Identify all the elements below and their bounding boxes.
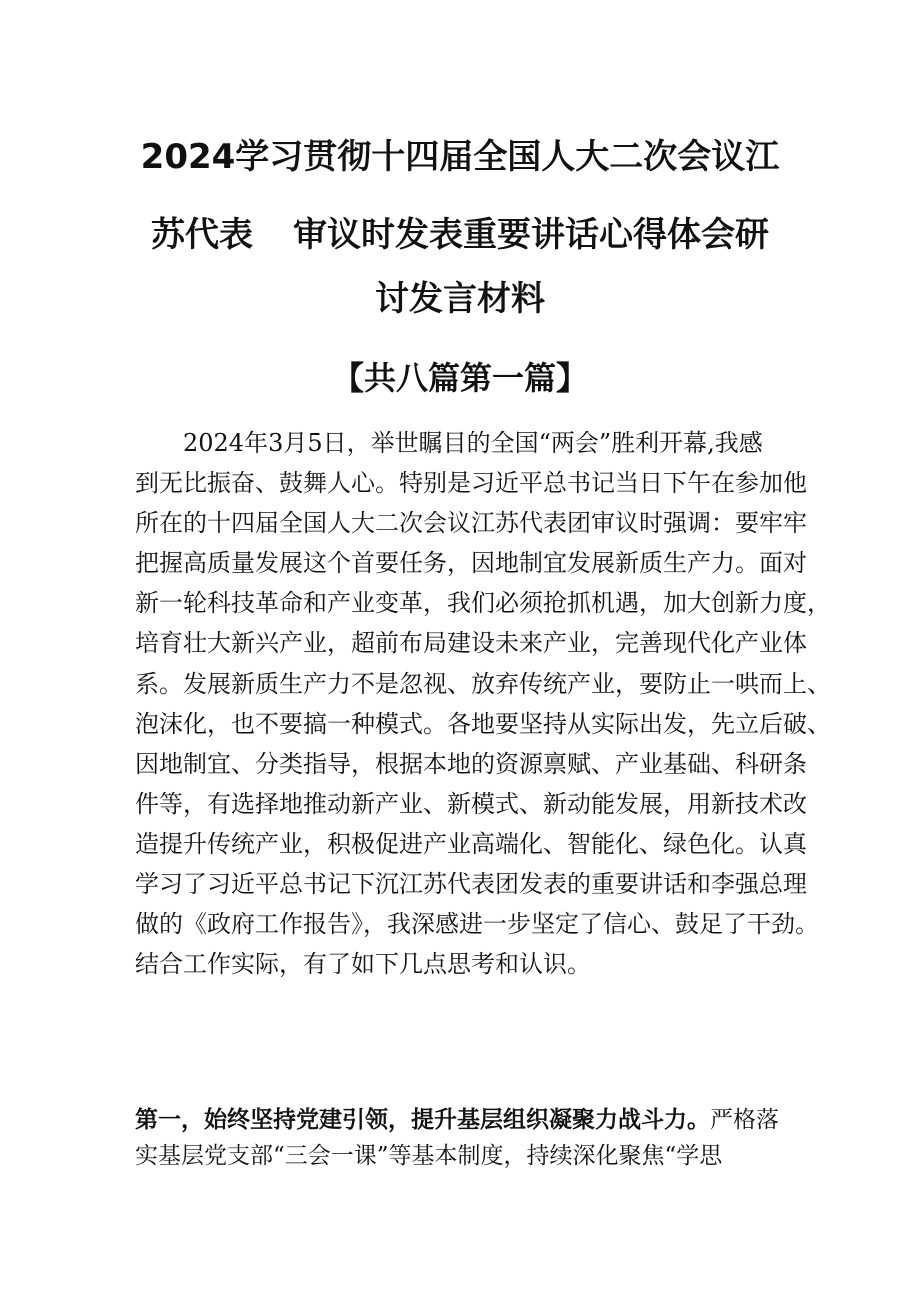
paragraph-line: 培育壮大新兴产业，超前布局建设未来产业，完善现代化产业体 [135,629,807,658]
paragraph-line: 学习了习近平总书记下沉江苏代表团发表的重要讲话和李强总理 [135,870,807,899]
paragraph-line: 所在的十四届全国人大二次会议江苏代表团审议时强调：要牢牢 [135,509,807,538]
paragraph-line: 造提升传统产业，积极促进产业高端化、智能化、绿色化。认真 [135,829,807,858]
paragraph-2-text: 严格落 [710,1107,779,1133]
paragraph-line: 新一轮科技革命和产业变革，我们必须抢抓机遇，加大创新力度， [135,589,831,618]
paragraph-line: 泡沫化，也不要搞一种模式。各地要坚持从实际出发，先立后破、 [135,709,831,738]
paragraph-line: 做的《政府工作报告》，我深感进一步坚定了信心、鼓足了干劲。 [135,910,819,939]
paragraph-2-line-1 [135,1102,815,1138]
paragraph-line: 把握高质量发展这个首要任务，因地制宜发展新质生产力。面对 [135,549,807,578]
section-heading: 第一，始终坚持党建引领，提升基层组织凝聚力战斗力。 [135,1106,710,1133]
paragraph-line: 件等，有选择地推动新产业、新模式、新动能发展，用新技术改 [135,789,807,818]
paragraph-line: 因地制宜、分类指导，根据本地的资源禀赋、产业基础、科研条 [135,749,807,778]
paragraph-line: 2024年3月5日，举世瞩目的全国“两会”胜利开幕,我感 [183,429,763,457]
subtitle: 【共八篇第一篇】 [331,359,588,397]
title-line-3: 讨发言材料 [375,279,545,319]
paragraph-2 [135,1102,815,1174]
title-line-1: 2024学习贯彻十四届全国人大二次会议江 [140,137,780,177]
paragraph-line: 到无比振奋、鼓舞人心。特别是习近平总书记当日下午在参加他 [135,469,807,498]
paragraph-1 [135,423,831,984]
title-line-2 [100,215,820,255]
title-line-2-part-b: 审议时发表重要讲话心得体会研 [293,215,769,255]
title-line-2-part-a: 苏代表 [151,215,253,255]
paragraph-line: 系。发展新质生产力不是忽视、放弃传统产业，要防止一哄而上、 [135,669,831,698]
paragraph-line: 结合工作实际，有了如下几点思考和认识。 [135,950,591,979]
paragraph-2-line-2: 实基层党支部“三会一课”等基本制度，持续深化聚焦“学思 [135,1143,723,1169]
